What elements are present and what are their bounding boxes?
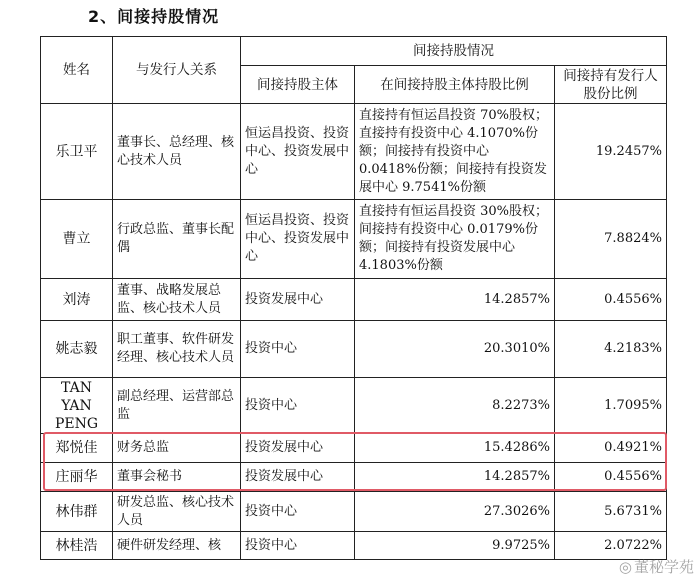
cell-ratio: 14.2857% [355,463,555,492]
watermark-text: 董秘学苑 [633,558,694,576]
header-relation: 与发行人关系 [113,37,241,104]
header-indirect-group: 间接持股情况 [241,37,667,66]
cell-entity: 投资发展中心 [241,434,355,463]
cell-relation: 行政总监、董事长配偶 [113,200,241,279]
table-row [41,321,667,378]
cell-issuer-ratio: 0.4921% [555,434,667,463]
cell-relation: 董事、战略发展总监、核心技术人员 [113,279,241,321]
cell-name: 乐卫平 [41,104,113,200]
section-title: 2、间接持股情况 [88,7,220,26]
table-row [41,492,667,532]
table-row [41,532,667,560]
cell-name: 庄丽华 [41,463,113,492]
cell-name: TAN YAN PENG [41,378,113,434]
header-issuer-ratio: 间接持有发行人股份比例 [555,66,667,104]
cell-ratio: 9.9725% [355,532,555,560]
cell-relation: 硬件研发经理、核 [113,532,241,560]
cell-issuer-ratio: 4.2183% [555,321,667,378]
cell-name: 姚志毅 [41,321,113,378]
cell-entity: 恒运昌投资、投资中心、投资发展中心 [241,104,355,200]
cell-relation: 董事会秘书 [113,463,241,492]
cell-relation: 董事长、总经理、核心技术人员 [113,104,241,200]
header-ratio-in-entity: 在间接持股主体持股比例 [355,66,555,104]
cell-issuer-ratio: 2.0722% [555,532,667,560]
cell-relation: 副总经理、运营部总监 [113,378,241,434]
cell-name: 曹立 [41,200,113,279]
cell-issuer-ratio: 0.4556% [555,279,667,321]
table-row [41,434,667,463]
cell-issuer-ratio: 7.8824% [555,200,667,279]
cell-relation: 财务总监 [113,434,241,463]
cell-ratio: 15.4286% [355,434,555,463]
cell-issuer-ratio: 5.6731% [555,492,667,532]
cell-name: 林伟群 [41,492,113,532]
weibo-icon: ◎ [618,558,632,576]
cell-entity: 投资中心 [241,321,355,378]
cell-issuer-ratio: 19.2457% [555,104,667,200]
cell-entity: 投资中心 [241,532,355,560]
cell-ratio: 14.2857% [355,279,555,321]
table-row [41,104,667,200]
cell-ratio: 27.3026% [355,492,555,532]
cell-ratio: 直接持有恒运昌投资 30%股权；间接持有投资中心 0.0179%份额；间接持有投资发展中心 4.1803%份额 [355,200,555,279]
cell-entity: 投资中心 [241,492,355,532]
header-name: 姓名 [41,37,113,104]
cell-entity: 投资中心 [241,378,355,434]
cell-entity: 恒运昌投资、投资中心、投资发展中心 [241,200,355,279]
cell-relation: 职工董事、软件研发经理、核心技术人员 [113,321,241,378]
watermark [619,556,694,577]
cell-relation: 研发总监、核心技术人员 [113,492,241,532]
cell-name: 刘涛 [41,279,113,321]
header-entity: 间接持股主体 [241,66,355,104]
cell-ratio: 8.2273% [355,378,555,434]
cell-issuer-ratio: 0.4556% [555,463,667,492]
cell-name: 郑悦佳 [41,434,113,463]
cell-ratio: 直接持有恒运昌投资 70%股权；直接持有投资中心 4.1070%份额；间接持有投资中心 0.0418%份额；间接持有投资发展中心 9.7541%份额 [355,104,555,200]
cell-entity: 投资发展中心 [241,463,355,492]
indirect-holding-table [40,36,667,560]
table-row [41,463,667,492]
table-row [41,279,667,321]
cell-issuer-ratio: 1.7095% [555,378,667,434]
cell-ratio: 20.3010% [355,321,555,378]
cell-name: 林桂浩 [41,532,113,560]
table-row [41,378,667,434]
table-row [41,200,667,279]
cell-entity: 投资发展中心 [241,279,355,321]
